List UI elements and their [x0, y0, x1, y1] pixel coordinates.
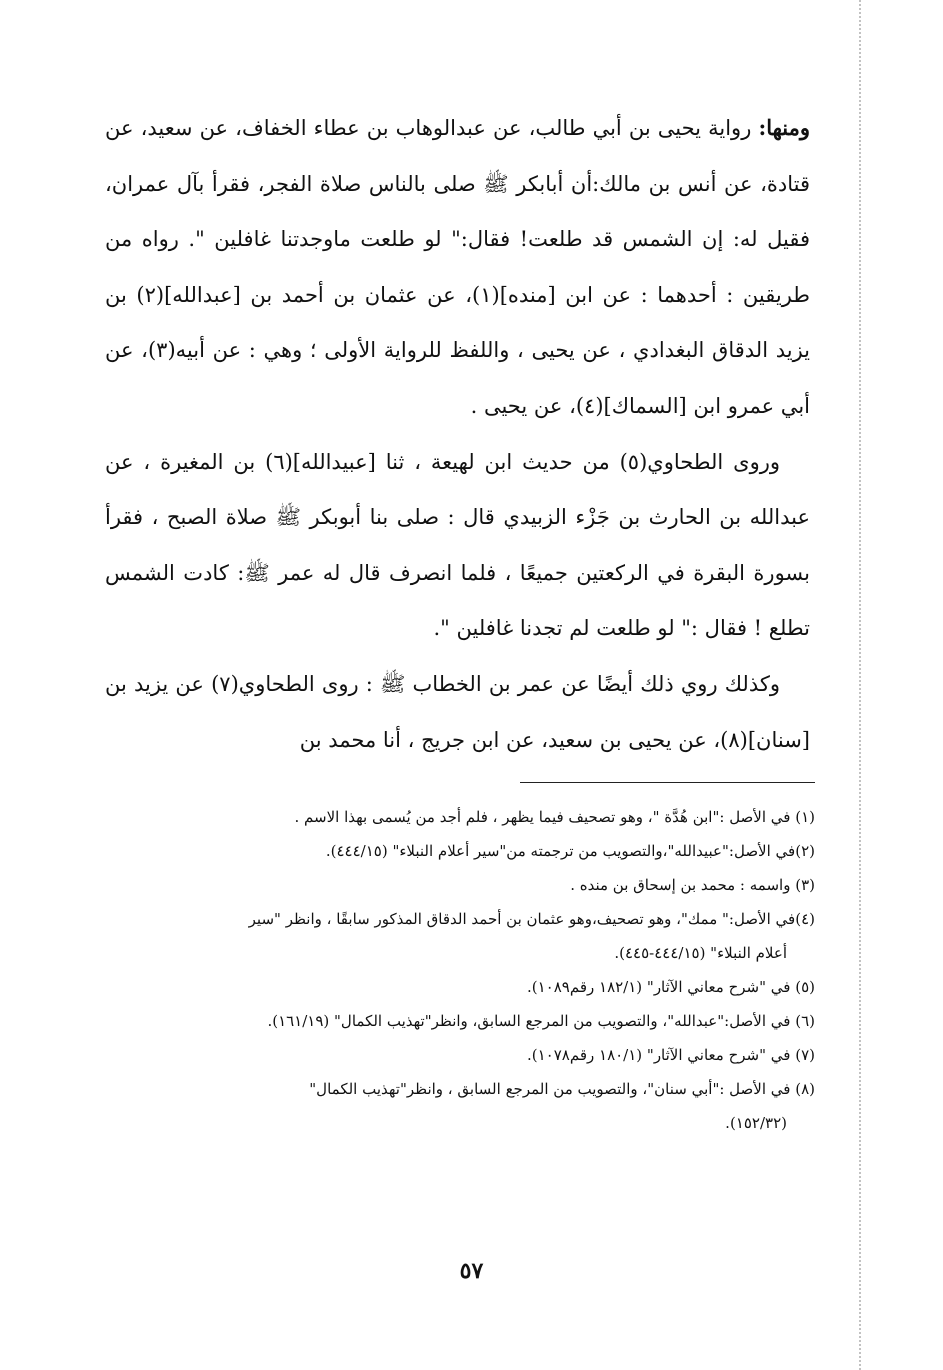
- paragraph-text: وكذلك روي ذلك أيضًا عن عمر بن الخطاب ﷺ : روى الطحاوي(٧) عن يزيد بن [سنان](٨)، عن يحيى بن سعيد، عن ابن جريج ، أنا محمد بن: [105, 671, 810, 752]
- footnote-4-line-2: [105, 936, 815, 970]
- footnote-4-line-1: (٤)في الأصل:" ممك"، وهو تصحيف،وهو عثمان بن أحمد الدقاق المذكور سابقًا ، وانظر "سير: [248, 910, 815, 928]
- paragraph-text: رواية يحيى بن أبي طالب، عن عبدالوهاب بن عطاء الخفاف، عن سعيد، عن قتادة، عن أنس بن مالك:أن أبابكر ﷺ صلى بالناس صلاة الفجر، فقرأ بآل عمران، فقيل له: إن الشمس قد طلعت! فقال:" لو طلعت ماوجدتنا غافلين ". رواه من طريقين : أحدهما : عن ابن [منده](١)، عن عثمان بن أحمد بن [عبدالله](٢) بن يزيد الدقاق البغدادي ، عن يحيى ، واللفظ للرواية الأولى ؛ وهي : عن أبيه(٣)، عن أبي عمرو ابن [السماك](٤)، عن يحيى .: [105, 116, 811, 418]
- footnote-8-line-1: (٨) في الأصل :"أبي سنان"، والتصويب من المرجع السابق ، وانظر"تهذيب الكمال": [309, 1080, 815, 1098]
- footnote-7: (٧) في "شرح معاني الآثار" (١٨٠/١ رقم١٠٧٨).: [526, 1046, 815, 1064]
- footnote-6: (٦) في الأصل:"عبدالله"، والتصويب من المرجع السابق، وانظر"تهذيب الكمال" (١٦١/١٩).: [267, 1012, 815, 1030]
- footnote-1: (١) في الأصل :"ابن هُدَّة "، وهو تصحيف فيما يظهر ، فلم أجد من يُسمى بهذا الاسم .: [294, 808, 815, 826]
- paragraph-lead: ومنها:: [758, 115, 810, 140]
- footnote-3: (٣) واسمه : محمد بن إسحاق بن منده .: [570, 876, 815, 894]
- paragraph-1: [105, 100, 810, 435]
- footnote-8-continuation: (١٥٢/٣٢).: [725, 1114, 787, 1132]
- footnotes: [105, 800, 815, 1140]
- footnote-4-continuation: أعلام النبلاء" (٤٤٤/١٥-٤٤٥).: [614, 944, 787, 962]
- paragraph-text: وروى الطحاوي(٥) من حديث ابن لهيعة ، ثنا [عبيدالله](٦) بن المغيرة ، عن عبدالله بن الحارث بن جَزْء الزبيدي قال : صلى بنا أبوبكر ﷺ صلاة الصبح ، فقرأ بسورة البقرة في الركعتين جميعًا ، فلما انصرف قال له عمر ﷺ: كادت الشمس تطلع ! فقال :" لو طلعت لم تجدنا غافلين ".: [105, 449, 810, 641]
- page-number: ٥٧: [459, 1258, 484, 1284]
- footnote-separator: [520, 782, 815, 783]
- paragraph-2: [105, 435, 810, 657]
- scan-margin-dots: [859, 0, 861, 1370]
- main-text: [105, 100, 810, 768]
- footnote-8-line-2: [105, 1106, 815, 1140]
- footnote-5: (٥) في "شرح معاني الآثار" (١٨٢/١ رقم١٠٨٩).: [526, 978, 815, 996]
- footnote-2: (٢)في الأصل:"عبيدالله"،والتصويب من ترجمته من"سير أعلام النبلاء" (٤٤٤/١٥).: [325, 842, 815, 860]
- paragraph-3: [105, 657, 810, 768]
